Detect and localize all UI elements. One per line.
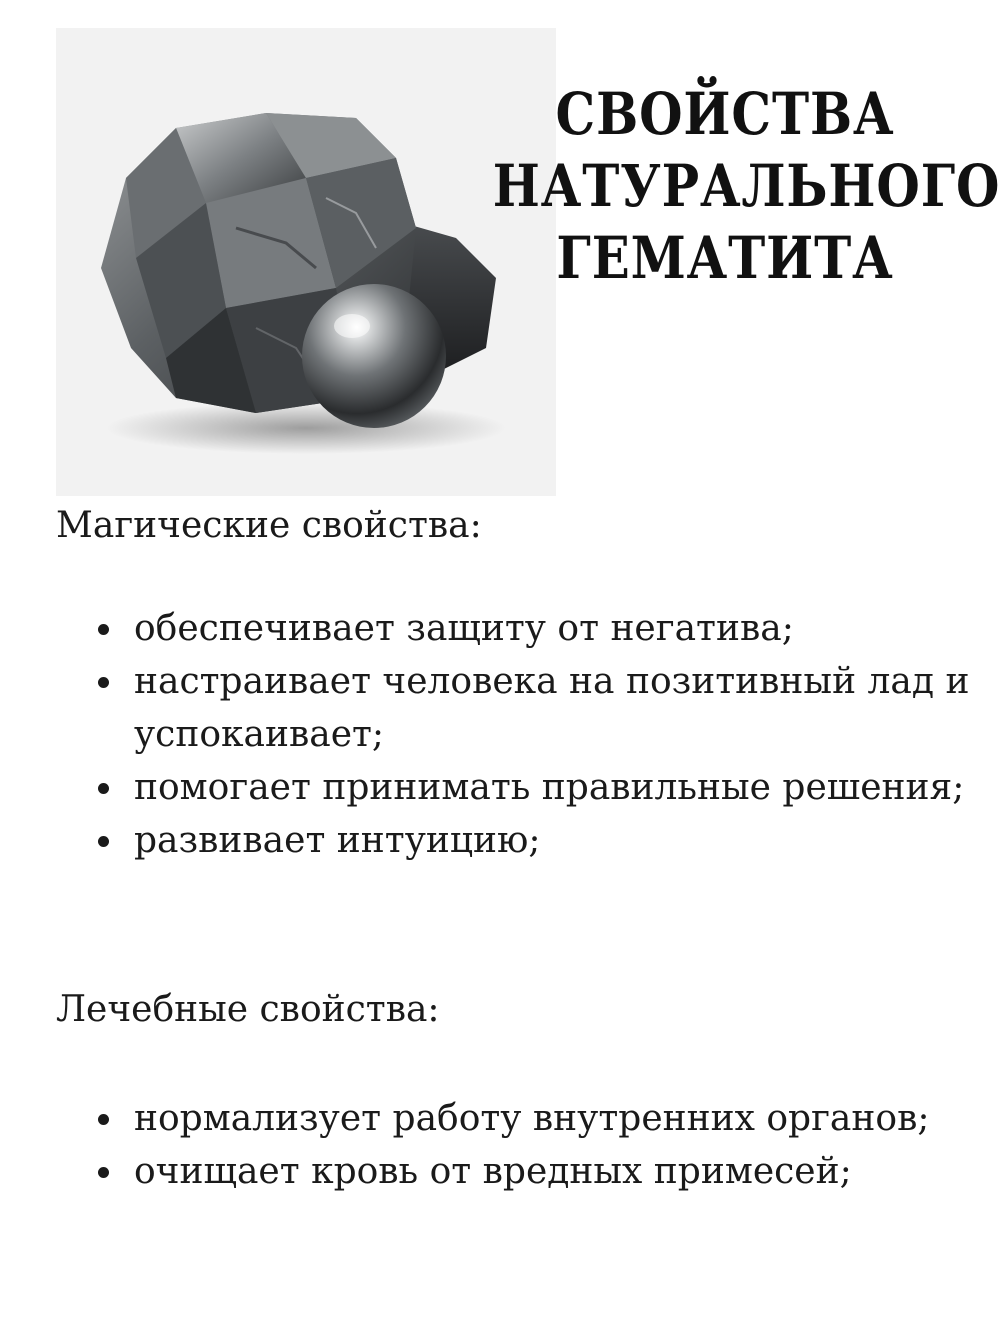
magic-properties-heading: Магические свойства: — [56, 505, 482, 546]
bullet-icon — [98, 836, 109, 847]
magic-properties-list — [56, 602, 976, 867]
list-item-text: настраивает человека на позитивный лад и успокаивает; — [134, 661, 970, 755]
list-item — [56, 1092, 976, 1145]
page-title — [492, 78, 1000, 294]
list-item-text: помогает принимать правильные решения; — [134, 767, 965, 808]
bullet-icon — [98, 1114, 109, 1125]
title-line-2: НАТУРАЛЬНОГО — [492, 152, 1000, 220]
list-item — [56, 814, 976, 867]
healing-properties-section — [56, 984, 976, 1198]
title-line-3: ГЕМАТИТА — [556, 224, 894, 292]
list-item — [56, 602, 976, 655]
list-item-text: развивает интуицию; — [134, 820, 541, 861]
list-item-text: нормализует работу внутренних органов; — [134, 1098, 930, 1139]
hematite-photo — [56, 28, 556, 496]
bullet-icon — [98, 677, 109, 688]
magic-properties-section — [56, 500, 976, 867]
bullet-icon — [98, 1167, 109, 1178]
list-item — [56, 655, 976, 761]
healing-properties-heading: Лечебные свойства: — [56, 989, 440, 1030]
list-item — [56, 761, 976, 814]
list-item-text: очищает кровь от вредных примесей; — [134, 1151, 852, 1192]
hematite-illustration — [56, 28, 556, 496]
title-line-1: СВОЙСТВА — [555, 80, 895, 148]
healing-properties-list — [56, 1092, 976, 1198]
list-item — [56, 1145, 976, 1198]
list-item-text: обеспечивает защиту от негатива; — [134, 608, 794, 649]
bullet-icon — [98, 783, 109, 794]
bullet-icon — [98, 624, 109, 635]
